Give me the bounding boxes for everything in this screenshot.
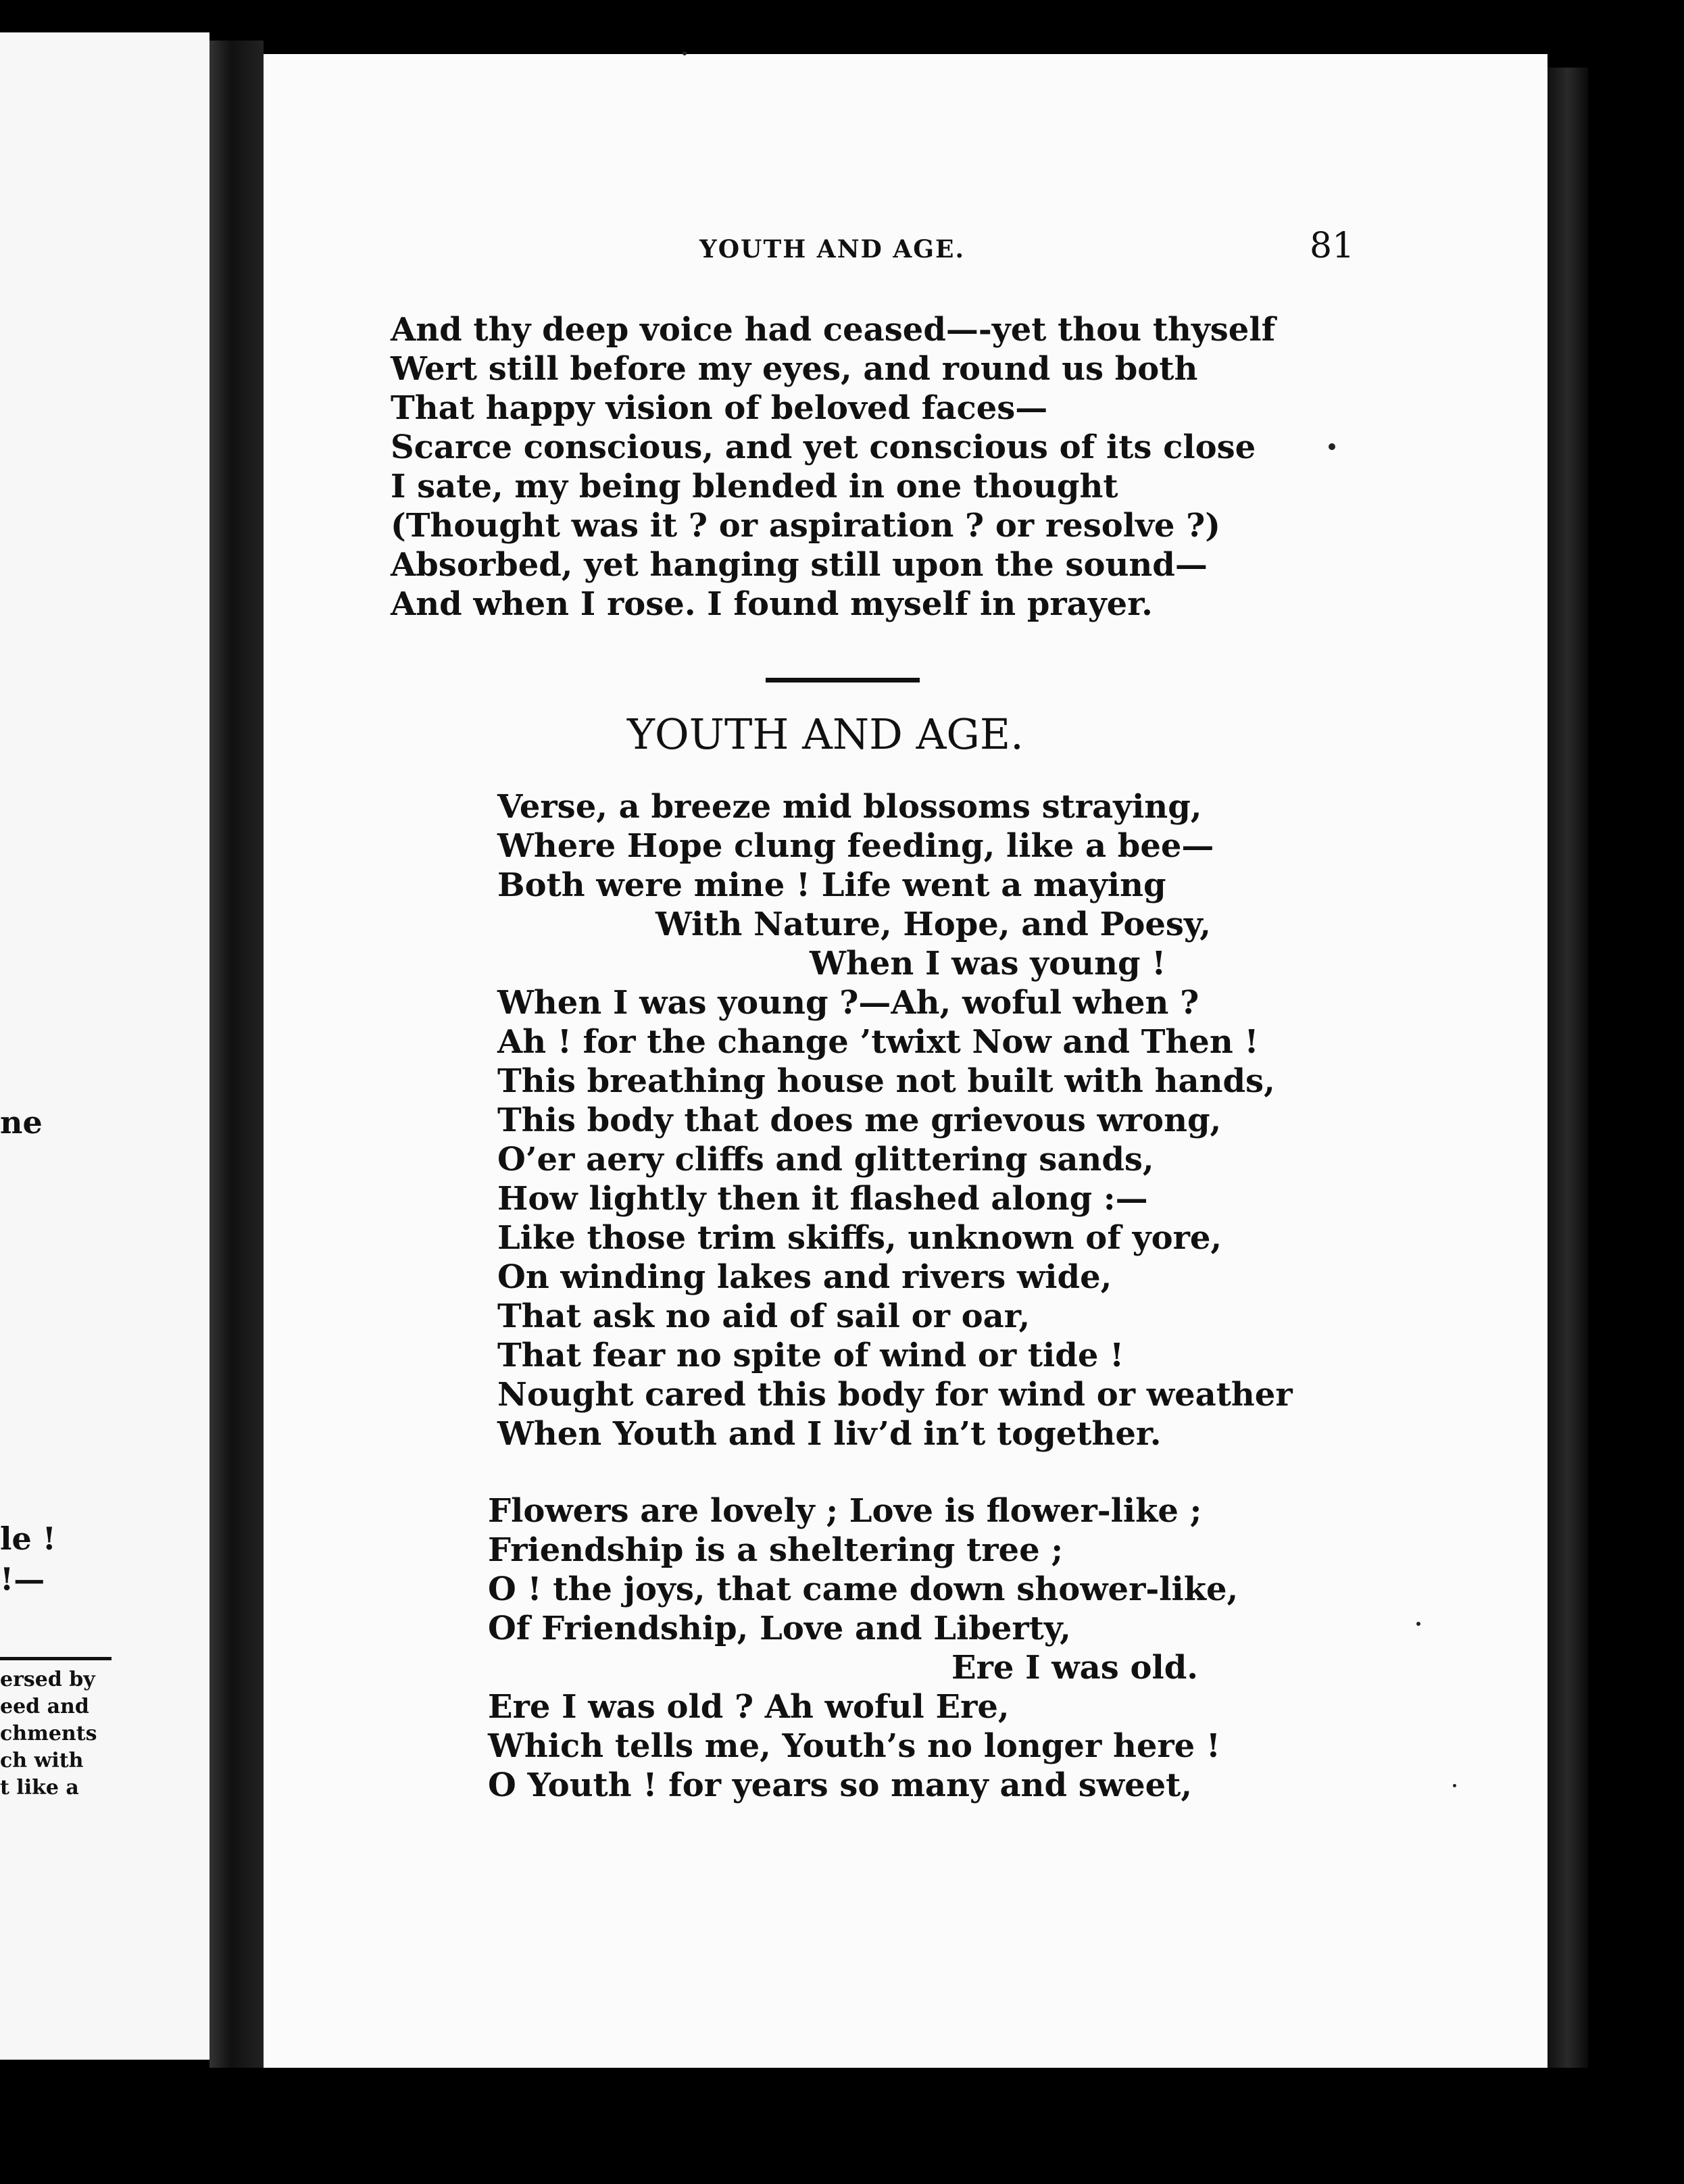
left-footnote-line: chments: [0, 1722, 97, 1745]
poem-line: That fear no spite of wind or tide !: [497, 1337, 1124, 1374]
left-fragment: le !: [0, 1520, 56, 1557]
poem-line: On winding lakes and rivers wide,: [497, 1258, 1112, 1296]
poem-line: When Youth and I liv’d in’t together.: [497, 1415, 1162, 1453]
scan-speck: [1329, 443, 1335, 450]
poem-line: This breathing house not built with hands,: [497, 1062, 1275, 1100]
poem-line: With Nature, Hope, and Poesy,: [655, 905, 1211, 943]
poem-line: Nought cared this body for wind or weather: [497, 1376, 1293, 1414]
scan-speck: [1416, 1622, 1420, 1626]
poem-line: Ere I was old ? Ah woful Ere,: [488, 1688, 1010, 1726]
poem-line: Where Hope clung feeding, like a bee—: [497, 827, 1214, 865]
left-fragment: !—: [0, 1561, 45, 1597]
poem-line: Wert still before my eyes, and round us both: [391, 350, 1198, 388]
left-footnote-line: t like a: [0, 1776, 79, 1800]
section-divider: [766, 678, 920, 682]
poem-line: That happy vision of beloved faces—: [391, 389, 1048, 427]
page-number: 81: [1310, 226, 1355, 266]
scan-speck: [683, 51, 687, 55]
book-gutter: [209, 41, 264, 2068]
poem-line: That ask no aid of sail or oar,: [497, 1297, 1031, 1335]
page-edge-shadow: [1547, 68, 1588, 2068]
poem-line: Verse, a breeze mid blossoms straying,: [497, 788, 1202, 826]
poem-line: Which tells me, Youth’s no longer here !: [488, 1727, 1220, 1765]
left-facing-page: [0, 32, 209, 2060]
poem-line: Absorbed, yet hanging still upon the sound—: [391, 546, 1208, 584]
poem-line: I sate, my being blended in one thought: [391, 468, 1118, 505]
scan-speck: [1453, 1784, 1456, 1787]
poem-line: Friendship is a sheltering tree ;: [488, 1531, 1064, 1569]
poem-title: YOUTH AND AGE.: [627, 710, 1024, 759]
poem-line: (Thought was it ? or aspiration ? or resolve ?): [391, 507, 1220, 545]
poem-line: Ere I was old.: [951, 1649, 1198, 1687]
poem-line: Both were mine ! Life went a maying: [497, 866, 1166, 904]
poem-line: Scarce conscious, and yet conscious of its close: [391, 428, 1256, 466]
running-head: YOUTH AND AGE.: [699, 235, 966, 264]
poem-line: This body that does me grievous wrong,: [497, 1101, 1222, 1139]
left-footnote-line: eed and: [0, 1695, 89, 1718]
left-footnote-line: ch with: [0, 1749, 84, 1772]
poem-line: And when I rose. I found myself in prayer.: [391, 585, 1153, 623]
left-footnote-rule: [0, 1657, 112, 1660]
poem-line: When I was young !: [810, 945, 1166, 983]
poem-line: How lightly then it flashed along :—: [497, 1180, 1148, 1218]
poem-line: O ! the joys, that came down shower-like,: [488, 1570, 1239, 1608]
left-footnote-line: ersed by: [0, 1668, 95, 1691]
poem-line: Like those trim skiffs, unknown of yore,: [497, 1219, 1222, 1257]
poem-line: And thy deep voice had ceased—-yet thou thyself: [391, 311, 1276, 349]
poem-line: Flowers are lovely ; Love is flower-like ;: [488, 1492, 1202, 1530]
poem-line: Ah ! for the change ’twixt Now and Then !: [497, 1023, 1259, 1061]
poem-line: When I was young ?—Ah, woful when ?: [497, 984, 1199, 1022]
poem-line: Of Friendship, Love and Liberty,: [488, 1610, 1071, 1647]
poem-line: O’er aery cliffs and glittering sands,: [497, 1141, 1154, 1178]
left-fragment: ne: [0, 1104, 43, 1141]
poem-line: O Youth ! for years so many and sweet,: [488, 1766, 1193, 1804]
